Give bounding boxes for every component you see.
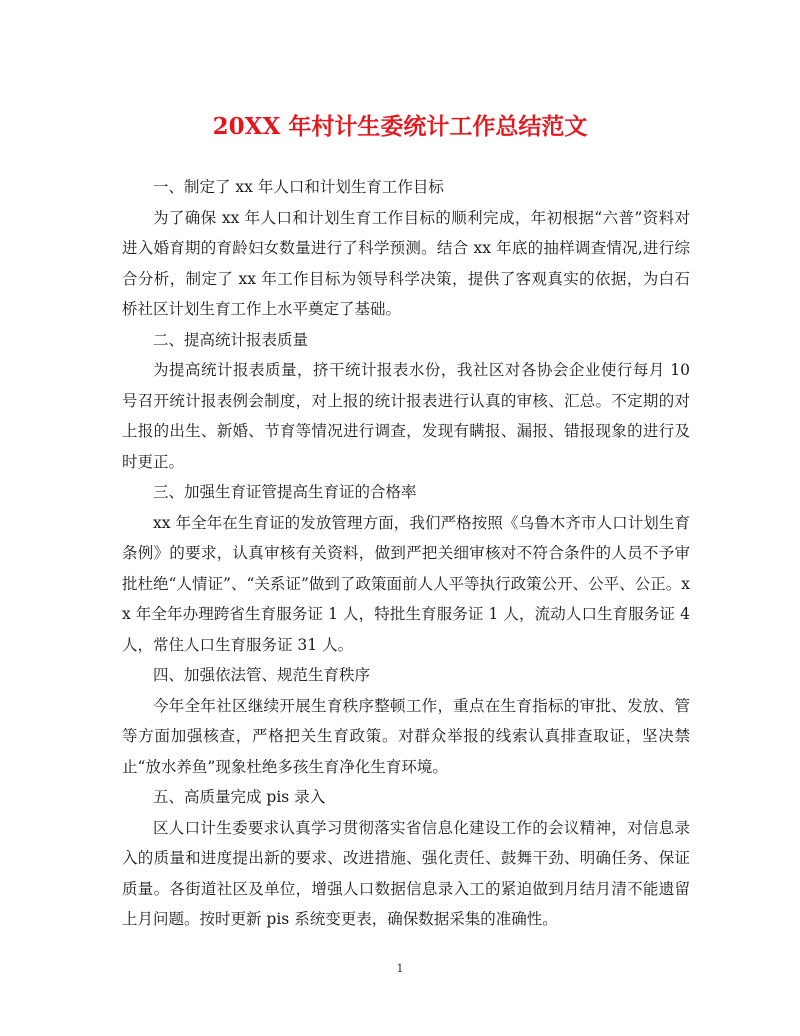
section-body-3: xx 年全年在生育证的发放管理方面，我们严格按照《乌鲁木齐市人口计划生育条例》的要求，认真审核有关资料，做到严把关细审核对不符合条件的人员不予审批杜绝“人情证”、“关系证”做到了政策面前人人平等执行政策公开、公平、公正。xx 年全年办理跨省生育服务证 1 人，特批生育服务证 1 人，流动人口生育服务证 4 人，常住人口生育服务证 31 人。 [122,513,690,654]
document-body [122,172,690,935]
section-heading-2: 二、提高统计报表质量 [153,330,309,349]
page-number: 1 [396,962,404,975]
document-title: 20XX 年村计生委统计工作总结范文 [212,113,588,140]
section-heading-5: 五、高质量完成 pis 录入 [153,788,326,806]
section-body-2: 为提高统计报表质量，挤干统计报表水份，我社区对各协会企业使行每月 10 号召开统计报表例会制度，对上报的统计报表进行认真的审核、汇总。不定期的对上报的出生、新婚、节育等情况进行调查，发现有瞒报、漏报、错报现象的进行及时更正。 [122,361,690,471]
section-body-1: 为了确保 xx 年人口和计划生育工作目标的顺利完成，年初根据“六普”资料对进入婚育期的育龄妇女数量进行了科学预测。结合 xx 年底的抽样调查情况,进行综合分析，制定了 xx 年工作目标为领导科学决策，提供了客观真实的依据，为白石桥社区计划生育工作上水平奠定了基础。 [122,208,690,318]
section-body-5: 区人口计生委要求认真学习贯彻落实省信息化建设工作的会议精神，对信息录入的质量和进度提出新的要求、改进措施、强化责任、鼓舞干劲、明确任务、保证质量。各街道社区及单位，增强人口数据信息录入工的紧迫做到月结月清不能遗留上月问题。按时更新 pis 系统变更表，确保数据采集的准确性。 [122,818,690,928]
section-heading-3: 三、加强生育证管提高生育证的合格率 [153,483,417,501]
section-heading-1: 一、制定了 xx 年人口和计划生育工作目标 [153,178,444,196]
section-body-4: 今年全年社区继续开展生育秩序整顿工作，重点在生育指标的审批、发放、管等方面加强核查，严格把关生育政策。对群众举报的线索认真排查取证，坚决禁止“放水养鱼”现象杜绝多孩生育净化生育环境。 [122,696,690,776]
section-heading-4: 四、加强依法管、规范生育秩序 [153,666,371,684]
